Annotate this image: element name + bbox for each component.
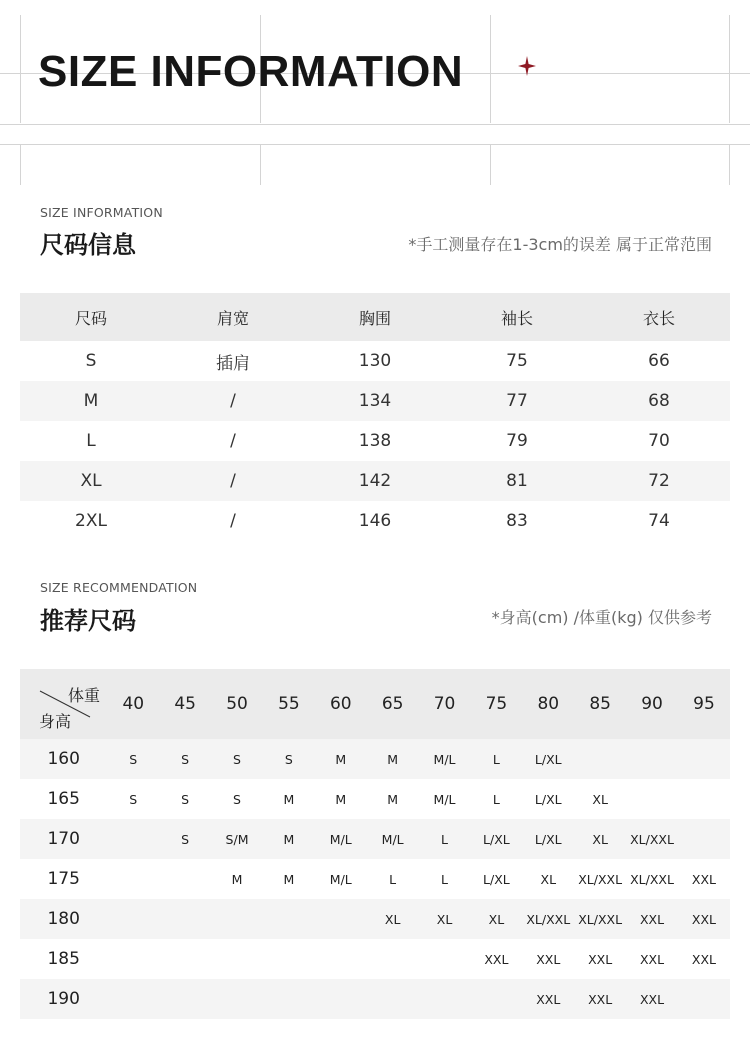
- height-label: 190: [20, 979, 107, 1019]
- column-header: 胸围: [304, 293, 446, 341]
- column-header: 衣长: [588, 293, 730, 341]
- size-cell: M: [387, 791, 399, 807]
- table-header-row: [20, 293, 730, 341]
- size-cell: [315, 939, 367, 979]
- measurement-note: *手工测量存在1-3cm的误差 属于正常范围: [408, 235, 712, 254]
- table-cell: /: [230, 511, 236, 531]
- size-cell: XL: [592, 791, 608, 807]
- size-cell: M: [263, 819, 315, 859]
- corner-header: [20, 669, 107, 739]
- table-row: [20, 859, 730, 899]
- recommendation-table: [20, 669, 730, 1019]
- table-cell: 75: [506, 351, 528, 371]
- size-cell: XXL: [678, 899, 730, 939]
- table-row: [20, 739, 730, 779]
- column-header: 尺码: [20, 293, 162, 341]
- table-cell: 70: [648, 431, 670, 451]
- table-row: [20, 899, 730, 939]
- size-cell: [107, 939, 159, 979]
- size-cell: XXL: [639, 951, 665, 967]
- size-cell: L/XL: [522, 739, 574, 779]
- table-cell: 83: [506, 511, 528, 531]
- page-title: SIZE INFORMATION: [38, 47, 464, 96]
- size-cell: XL/XXL: [522, 899, 574, 939]
- weight-header: 70: [419, 669, 471, 739]
- frame-line: [490, 15, 491, 123]
- size-cell: M: [335, 791, 347, 807]
- sparkle-icon: [518, 56, 536, 76]
- table-row: [20, 819, 730, 859]
- table-cell: /: [162, 461, 304, 501]
- table-row: [20, 421, 730, 461]
- height-label: 160: [20, 739, 107, 779]
- size-cell: XXL: [574, 979, 626, 1019]
- size-cell: [263, 979, 315, 1019]
- size-cell: [263, 899, 315, 939]
- size-cell: [211, 939, 263, 979]
- frame-line: [490, 145, 491, 185]
- table-header-row: [20, 669, 730, 739]
- table-cell: 79: [506, 431, 528, 451]
- size-cell: XL/XXL: [578, 871, 623, 887]
- table-cell: 81: [446, 461, 588, 501]
- table-row: [20, 461, 730, 501]
- size-cell: S: [181, 791, 190, 807]
- size-cell: M: [367, 739, 419, 779]
- frame-line: [729, 145, 730, 185]
- size-cell: XL/XXL: [626, 819, 678, 859]
- size-cell: [159, 859, 211, 899]
- size-cell: XXL: [522, 979, 574, 1019]
- section-eyebrow: SIZE INFORMATION: [40, 205, 163, 220]
- size-cell: L: [441, 871, 448, 887]
- table-cell: 142: [304, 461, 446, 501]
- size-cell: S: [107, 739, 159, 779]
- size-cell: M/L: [367, 819, 419, 859]
- table-cell: M: [20, 381, 162, 421]
- table-cell: 72: [588, 461, 730, 501]
- height-label: 180: [20, 899, 107, 939]
- height-label: 175: [47, 869, 80, 889]
- size-cell: L: [419, 819, 471, 859]
- size-cell: XL/XXL: [630, 871, 674, 887]
- weight-header: 60: [315, 669, 367, 739]
- size-cell: XXL: [536, 951, 561, 967]
- size-cell: XL: [540, 871, 557, 887]
- size-info-table: [20, 293, 730, 541]
- height-axis-label: 身高: [39, 712, 72, 731]
- size-cell: [107, 979, 159, 1019]
- size-cell: L: [470, 739, 522, 779]
- height-label: 185: [47, 949, 80, 969]
- size-cell: L/XL: [483, 871, 510, 887]
- weight-header: 45: [159, 669, 211, 739]
- size-cell: XL: [470, 899, 522, 939]
- frame-line: [0, 144, 750, 145]
- size-cell: [678, 739, 730, 779]
- size-cell: [315, 979, 367, 1019]
- weight-header: 90: [626, 669, 678, 739]
- size-cell: [678, 819, 730, 859]
- table-row: [20, 381, 730, 421]
- size-cell: XL: [367, 899, 419, 939]
- weight-header: 55: [263, 669, 315, 739]
- size-cell: XL: [574, 819, 626, 859]
- size-cell: S: [263, 739, 315, 779]
- size-cell: [626, 739, 678, 779]
- section-title: 推荐尺码: [40, 607, 136, 635]
- table-row: [20, 501, 730, 541]
- size-cell: M/L: [329, 871, 352, 887]
- size-cell: XXL: [691, 871, 717, 887]
- size-cell: L: [389, 871, 397, 887]
- size-cell: [574, 739, 626, 779]
- size-cell: L/XL: [470, 819, 522, 859]
- size-cell: S: [129, 791, 138, 807]
- table-cell: 66: [648, 351, 670, 371]
- frame-line: [0, 124, 750, 125]
- section-eyebrow: SIZE RECOMMENDATION: [40, 580, 198, 595]
- size-cell: [263, 939, 315, 979]
- size-cell: S: [233, 791, 241, 807]
- size-cell: [211, 899, 263, 939]
- weight-header: 95: [678, 669, 730, 739]
- size-cell: S: [159, 819, 211, 859]
- size-cell: [315, 899, 367, 939]
- size-cell: [678, 979, 730, 1019]
- size-cell: XXL: [691, 951, 717, 967]
- section-title: 尺码信息: [40, 231, 136, 259]
- size-cell: [419, 939, 471, 979]
- table-cell: S: [85, 351, 97, 371]
- size-cell: M/L: [315, 819, 367, 859]
- table-cell: 134: [304, 381, 446, 421]
- table-cell: XL: [20, 461, 162, 501]
- height-label: 170: [20, 819, 107, 859]
- size-cell: S: [211, 739, 263, 779]
- weight-header: 75: [470, 669, 522, 739]
- table-cell: 68: [588, 381, 730, 421]
- weight-axis-label: 体重: [68, 686, 101, 705]
- size-cell: [367, 939, 419, 979]
- size-cell: [159, 979, 211, 1019]
- size-cell: [107, 899, 159, 939]
- size-cell: [470, 979, 522, 1019]
- size-cell: M: [231, 871, 243, 887]
- size-cell: [211, 979, 263, 1019]
- size-cell: M: [283, 871, 295, 887]
- size-cell: [678, 779, 730, 819]
- size-cell: [107, 859, 159, 899]
- weight-header: 50: [211, 669, 263, 739]
- table-cell: 138: [358, 431, 392, 451]
- column-header: 袖长: [446, 293, 588, 341]
- size-cell: XXL: [626, 899, 678, 939]
- height-label: 165: [47, 789, 80, 809]
- frame-line: [260, 145, 261, 185]
- size-cell: S/M: [211, 819, 263, 859]
- frame-line: [20, 145, 21, 185]
- size-cell: S: [159, 739, 211, 779]
- size-cell: M: [283, 791, 295, 807]
- size-cell: XXL: [626, 979, 678, 1019]
- table-row: [20, 979, 730, 1019]
- table-cell: /: [162, 381, 304, 421]
- size-cell: L/XL: [534, 791, 562, 807]
- size-cell: M: [315, 739, 367, 779]
- weight-header: 65: [367, 669, 419, 739]
- table-cell: 146: [358, 511, 392, 531]
- reference-note: *身高(cm) /体重(kg) 仅供参考: [491, 608, 712, 627]
- table-row: [20, 341, 730, 381]
- weight-header: 80: [522, 669, 574, 739]
- table-cell: 77: [446, 381, 588, 421]
- weight-header: 85: [574, 669, 626, 739]
- size-cell: XXL: [588, 951, 613, 967]
- size-cell: [159, 899, 211, 939]
- table-cell: /: [230, 431, 236, 451]
- size-cell: M/L: [419, 739, 471, 779]
- table-row: [20, 779, 730, 819]
- size-cell: M/L: [433, 791, 456, 807]
- size-cell: XL: [419, 899, 471, 939]
- weight-header: 40: [107, 669, 159, 739]
- size-cell: [367, 979, 419, 1019]
- size-cell: XL/XXL: [574, 899, 626, 939]
- table-row: [20, 939, 730, 979]
- frame-line: [729, 15, 730, 123]
- size-cell: [626, 779, 678, 819]
- size-cell: XXL: [484, 951, 509, 967]
- size-cell: [419, 979, 471, 1019]
- size-cell: L/XL: [522, 819, 574, 859]
- size-cell: [107, 819, 159, 859]
- column-header: 肩宽: [162, 293, 304, 341]
- table-cell: 插肩: [216, 353, 250, 374]
- table-cell: 130: [358, 351, 392, 371]
- frame-line: [20, 15, 21, 123]
- table-cell: 74: [648, 511, 670, 531]
- size-cell: L: [492, 791, 500, 807]
- size-cell: [159, 939, 211, 979]
- table-cell: L: [86, 431, 96, 451]
- table-cell: 2XL: [75, 511, 107, 531]
